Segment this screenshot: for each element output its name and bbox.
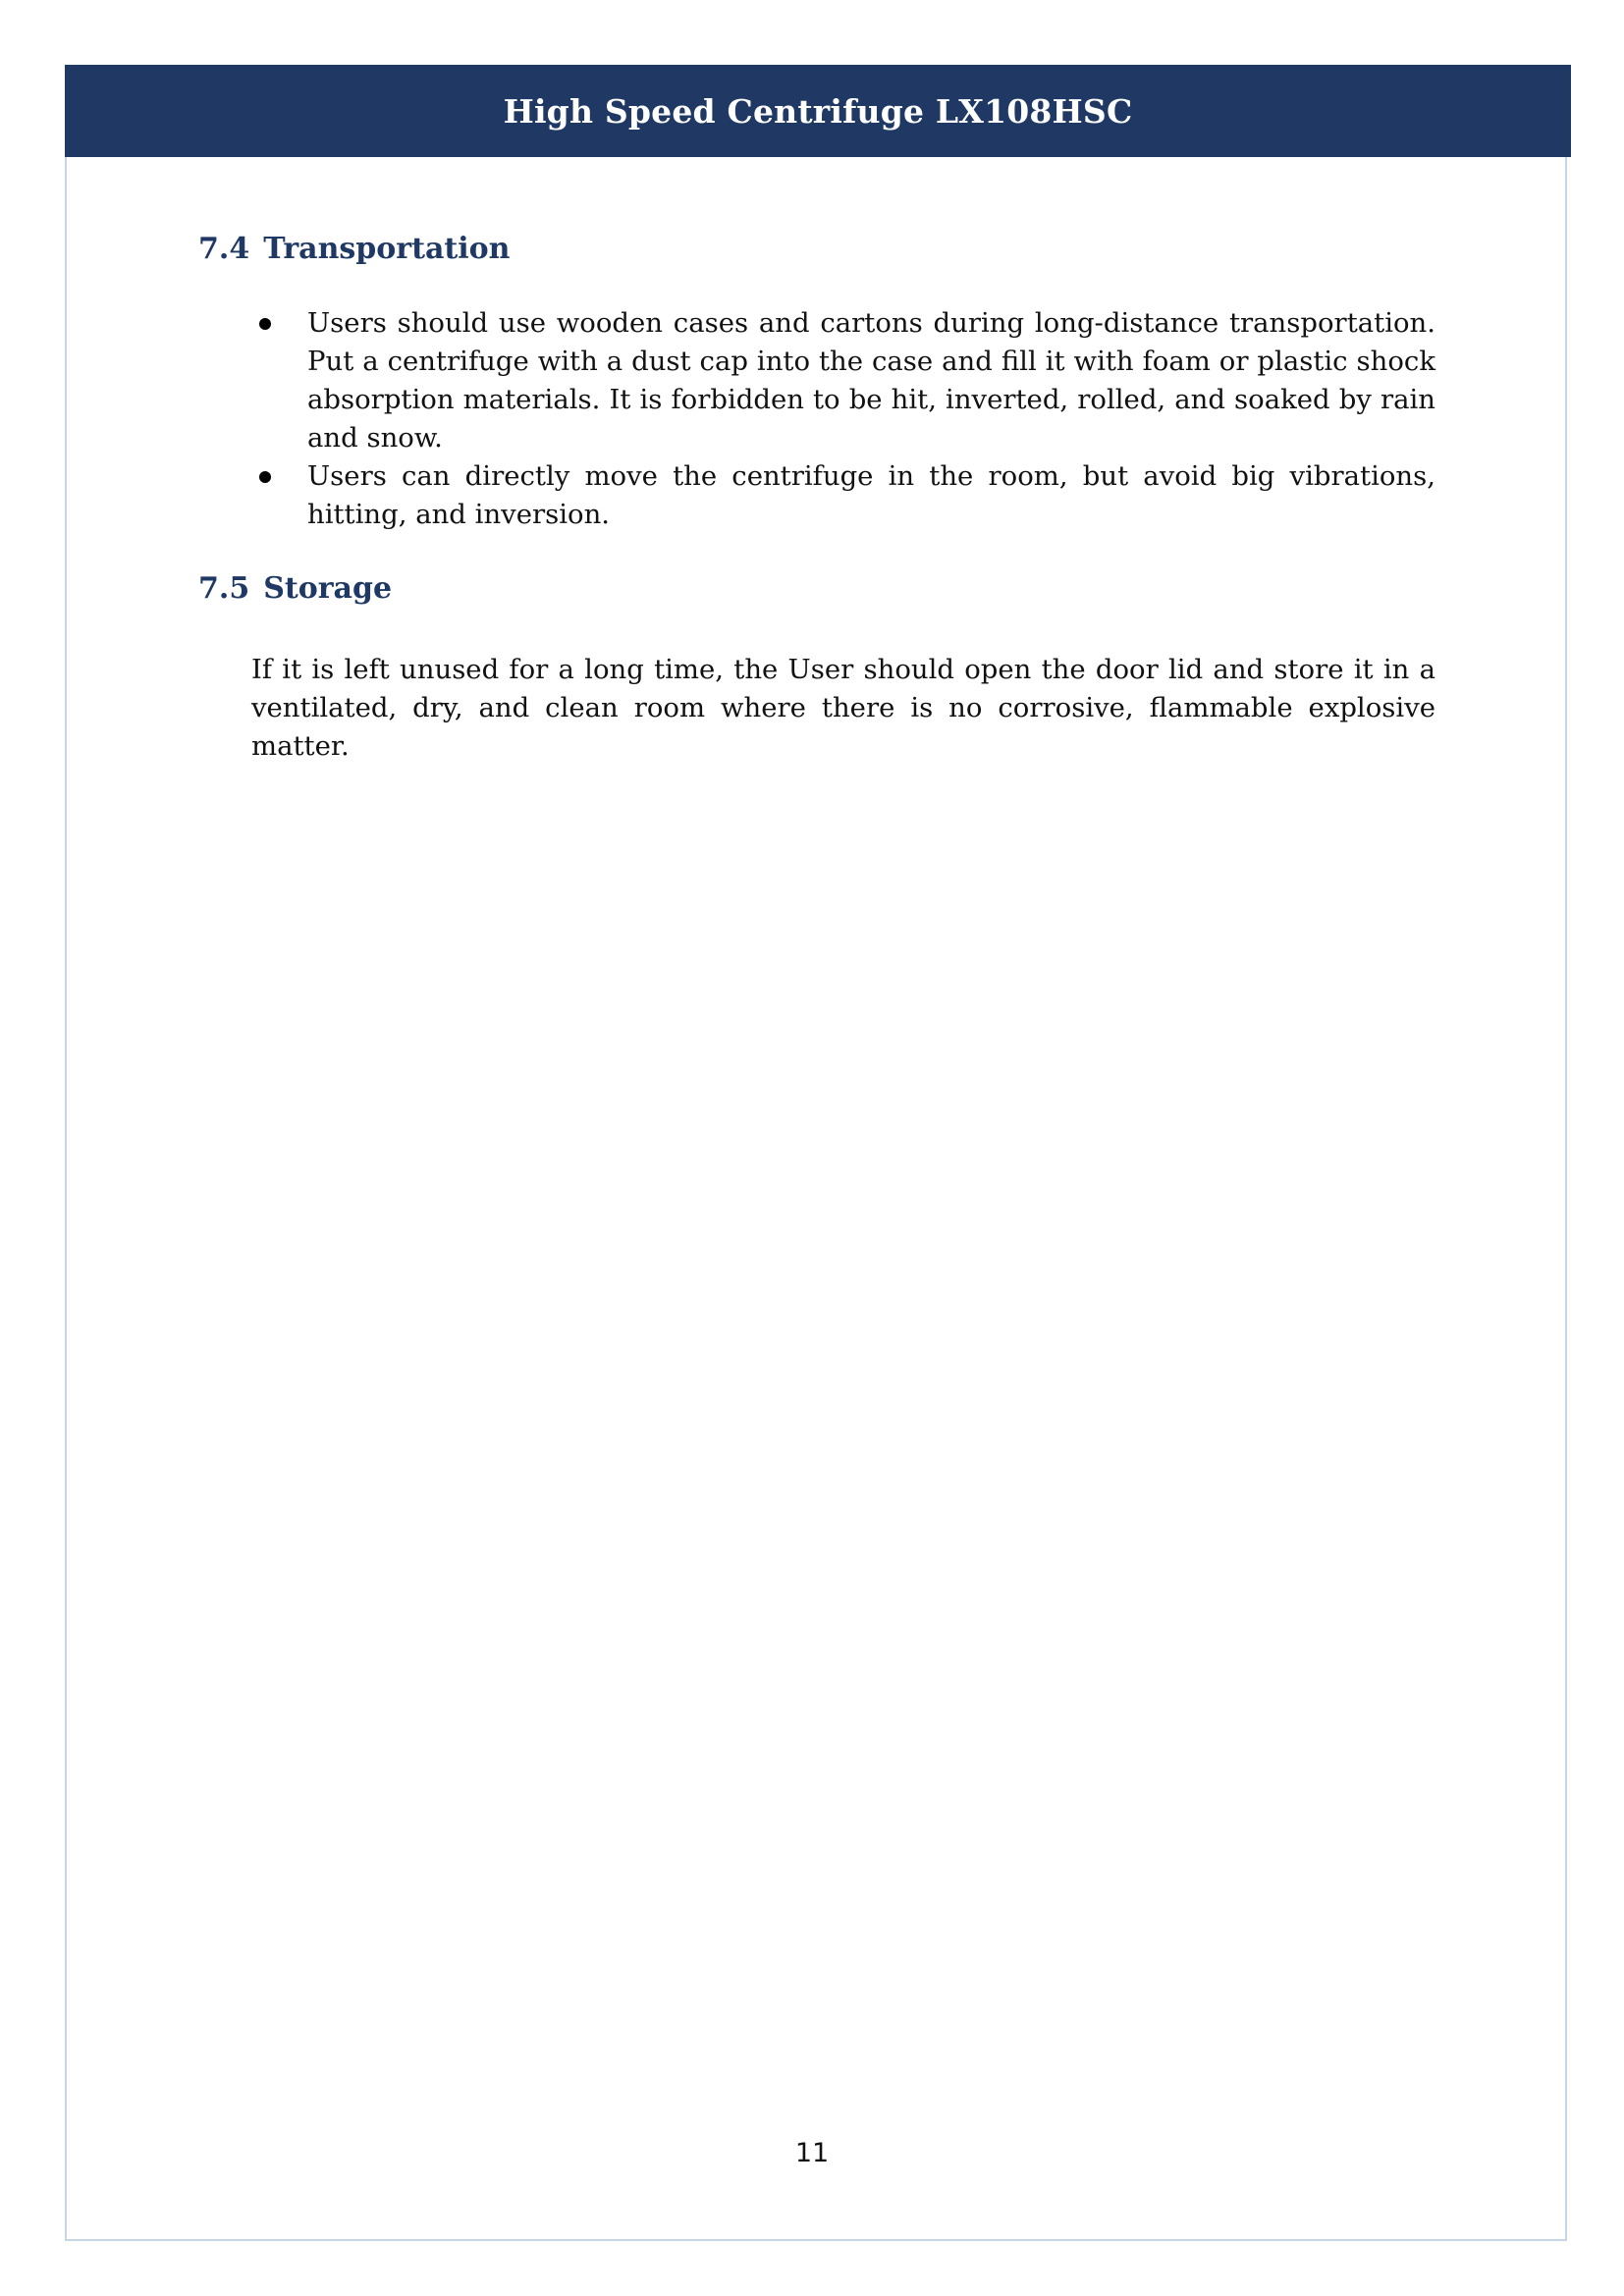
section-heading-storage [198,571,1435,607]
bullet-text: Users can directly move the centrifuge in the room, but avoid big vibrations, hitting, and inversion. [307,460,1435,530]
list-item [251,457,1435,534]
document-header [65,65,1571,157]
document-title: High Speed Centrifuge LX108HSC [503,91,1133,131]
list-item [251,304,1435,457]
page-content [198,232,1435,766]
page-number: 11 [794,2138,830,2168]
bullet-text: Users should use wooden cases and cartons during long-distance transportation. Put a centrifuge with a dust cap into the case and fill it with foam or plastic shock absorption materials. It is forbidden to be hit, inverted, rolled, and soaked by rain and snow. [307,307,1435,454]
bullet-icon [259,471,271,483]
section-title: Storage [263,571,393,606]
storage-paragraph: If it is left unused for a long time, the User should open the door lid and store it in a ventilated, dry, and clean room where there is no corrosive, flammable explosive matter. [251,654,1435,762]
section-number: 7.4 [198,232,250,266]
transportation-bullet-list [251,304,1435,534]
section-heading-transportation [198,232,1435,267]
section-number: 7.5 [198,571,250,606]
section-title: Transportation [263,232,511,266]
bullet-icon [259,318,271,330]
